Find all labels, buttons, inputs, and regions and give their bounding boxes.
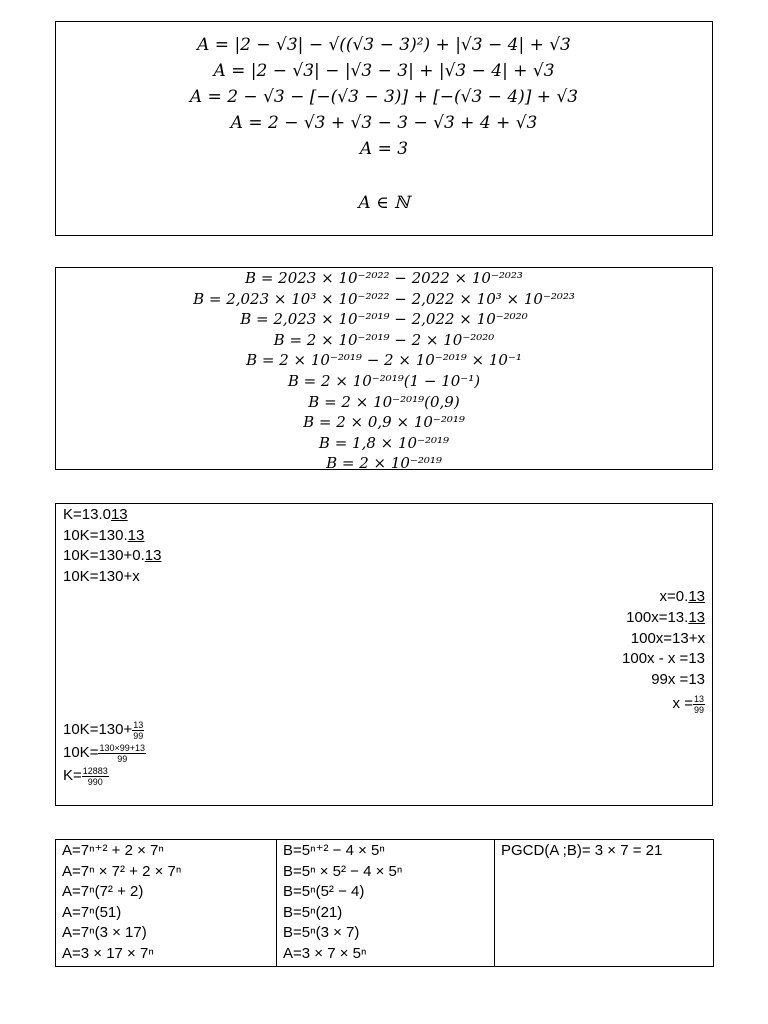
b-equation-line: B = 2,023 × 10³ × 10⁻²⁰²² − 2,022 × 10³ × 10⁻²⁰²³ bbox=[193, 289, 575, 308]
table-cell-b bbox=[277, 840, 495, 967]
k-final-lines bbox=[63, 718, 705, 787]
b-equation-line: B = 2 × 0,9 × 10⁻²⁰¹⁹ bbox=[303, 413, 465, 432]
b-equation-line: B = 2 × 10⁻²⁰¹⁹ − 2 × 10⁻²⁰¹⁹ × 10⁻¹ bbox=[246, 351, 522, 370]
equation-text: 10K=130+x bbox=[63, 567, 140, 585]
x-result-denominator: 99 bbox=[693, 704, 704, 715]
table-line: B=5ⁿ(5² − 4) bbox=[283, 883, 365, 901]
equation-text: 100x=13. bbox=[626, 608, 689, 626]
x-result-prefix: x = bbox=[672, 695, 693, 713]
fraction-denominator: 99 bbox=[133, 730, 144, 741]
table-line: A=7ⁿ(3 × 17) bbox=[62, 924, 147, 942]
b-equation-line: B = 2 × 10⁻²⁰¹⁹(0,9) bbox=[308, 392, 460, 411]
equation-line bbox=[63, 567, 705, 588]
a-equation-line: A = 2 − √3 + √3 − 3 − √3 + 4 + √3 bbox=[230, 113, 538, 133]
fraction-numerator: 13 bbox=[133, 719, 144, 730]
box-expression-b bbox=[55, 267, 713, 473]
equation-line bbox=[63, 670, 705, 691]
table-line: A=7ⁿ⁺² + 2 × 7ⁿ bbox=[62, 842, 164, 859]
x-result-fraction bbox=[693, 694, 705, 715]
table-line: A=3 × 17 × 7ⁿ bbox=[62, 944, 154, 962]
fraction-prefix: K= bbox=[63, 767, 82, 785]
a-equation-lines bbox=[56, 32, 712, 162]
equation-line bbox=[63, 629, 705, 650]
table-line: B=5ⁿ(21) bbox=[283, 903, 343, 921]
b-equation-line: B = 2 × 10⁻²⁰¹⁹ bbox=[326, 454, 442, 473]
equation-text: 10K=130. bbox=[63, 526, 128, 544]
equation-text: x=0. bbox=[659, 588, 689, 606]
equation-line bbox=[63, 526, 705, 547]
x-lines bbox=[63, 587, 705, 690]
equation-text: 100x - x =13 bbox=[622, 650, 705, 668]
repeating-digits: 13 bbox=[110, 506, 128, 523]
repeating-digits: 13 bbox=[127, 526, 145, 544]
equation-text: 10K=130+0. bbox=[63, 547, 145, 565]
fraction bbox=[132, 720, 144, 741]
a-equation-line: A = 2 − √3 − [−(√3 − 3)] + [−(√3 − 4)] + √3 bbox=[189, 87, 579, 107]
fraction-numerator: 130×99+13 bbox=[99, 742, 146, 753]
b-equation-line: B = 2 × 10⁻²⁰¹⁹ − 2 × 10⁻²⁰²⁰ bbox=[273, 330, 495, 349]
table-line: B=5ⁿ × 5² − 4 × 5ⁿ bbox=[283, 862, 403, 880]
equation-line bbox=[63, 505, 705, 526]
repeating-digits: 13 bbox=[688, 608, 705, 626]
table-line: A=7ⁿ(51) bbox=[62, 903, 122, 921]
repeating-digits: 13 bbox=[688, 588, 705, 606]
table-line: A=3 × 7 × 5ⁿ bbox=[283, 944, 367, 962]
equation-line bbox=[63, 608, 705, 629]
equation-line bbox=[63, 587, 705, 608]
b-equation-line: B = 1,8 × 10⁻²⁰¹⁹ bbox=[318, 433, 450, 452]
b-equation-line: B = 2 × 10⁻²⁰¹⁹(1 − 10⁻¹) bbox=[287, 371, 481, 390]
x-result-numerator: 13 bbox=[693, 693, 704, 704]
a-equation-line: A = 3 bbox=[359, 139, 409, 159]
fraction-denominator: 990 bbox=[87, 776, 103, 787]
table-cell-a bbox=[56, 840, 277, 967]
table-line: PGCD(A ;B)= 3 × 7 = 21 bbox=[501, 842, 663, 859]
pgcd-table bbox=[55, 839, 714, 967]
fraction bbox=[98, 743, 146, 764]
fraction-denominator: 99 bbox=[117, 753, 128, 764]
equation-text: 100x=13+x bbox=[630, 629, 705, 647]
table-line: A=7ⁿ(7² + 2) bbox=[62, 883, 144, 901]
repeating-digits: 13 bbox=[144, 547, 162, 565]
fraction-prefix: 10K=130+ bbox=[63, 721, 133, 739]
a-equation-line: A = |2 − √3| − √((√3 − 3)²) + |√3 − 4| + √3 bbox=[197, 35, 571, 55]
table-line: A=7ⁿ × 7² + 2 × 7ⁿ bbox=[62, 862, 182, 880]
k-lines bbox=[63, 505, 705, 587]
b-equation-lines bbox=[56, 268, 712, 474]
fraction-line bbox=[63, 764, 705, 787]
fraction-line bbox=[63, 718, 705, 741]
equation-text: K=13.0 bbox=[63, 506, 111, 523]
x-result bbox=[63, 690, 705, 718]
fraction-numerator: 12883 bbox=[82, 765, 108, 776]
equation-line bbox=[63, 649, 705, 670]
box-expression-a bbox=[55, 21, 713, 236]
table-line: B=5ⁿ(3 × 7) bbox=[283, 924, 360, 942]
a-conclusion: A ∈ ℕ bbox=[358, 193, 410, 213]
box-fraction-k bbox=[55, 503, 713, 806]
b-equation-line: B = 2023 × 10⁻²⁰²² − 2022 × 10⁻²⁰²³ bbox=[245, 269, 523, 287]
b-equation-line: B = 2,023 × 10⁻²⁰¹⁹ − 2,022 × 10⁻²⁰²⁰ bbox=[240, 310, 528, 329]
equation-line bbox=[63, 546, 705, 567]
fraction-prefix: 10K= bbox=[63, 744, 99, 762]
fraction-line bbox=[63, 741, 705, 764]
fraction bbox=[82, 766, 109, 787]
table-line: B=5ⁿ⁺² − 4 × 5ⁿ bbox=[283, 842, 385, 859]
a-equation-line: A = |2 − √3| − |√3 − 3| + |√3 − 4| + √3 bbox=[213, 61, 555, 81]
table-cell-pgcd bbox=[495, 840, 714, 967]
table-row bbox=[56, 840, 714, 967]
equation-text: 99x =13 bbox=[651, 670, 705, 688]
